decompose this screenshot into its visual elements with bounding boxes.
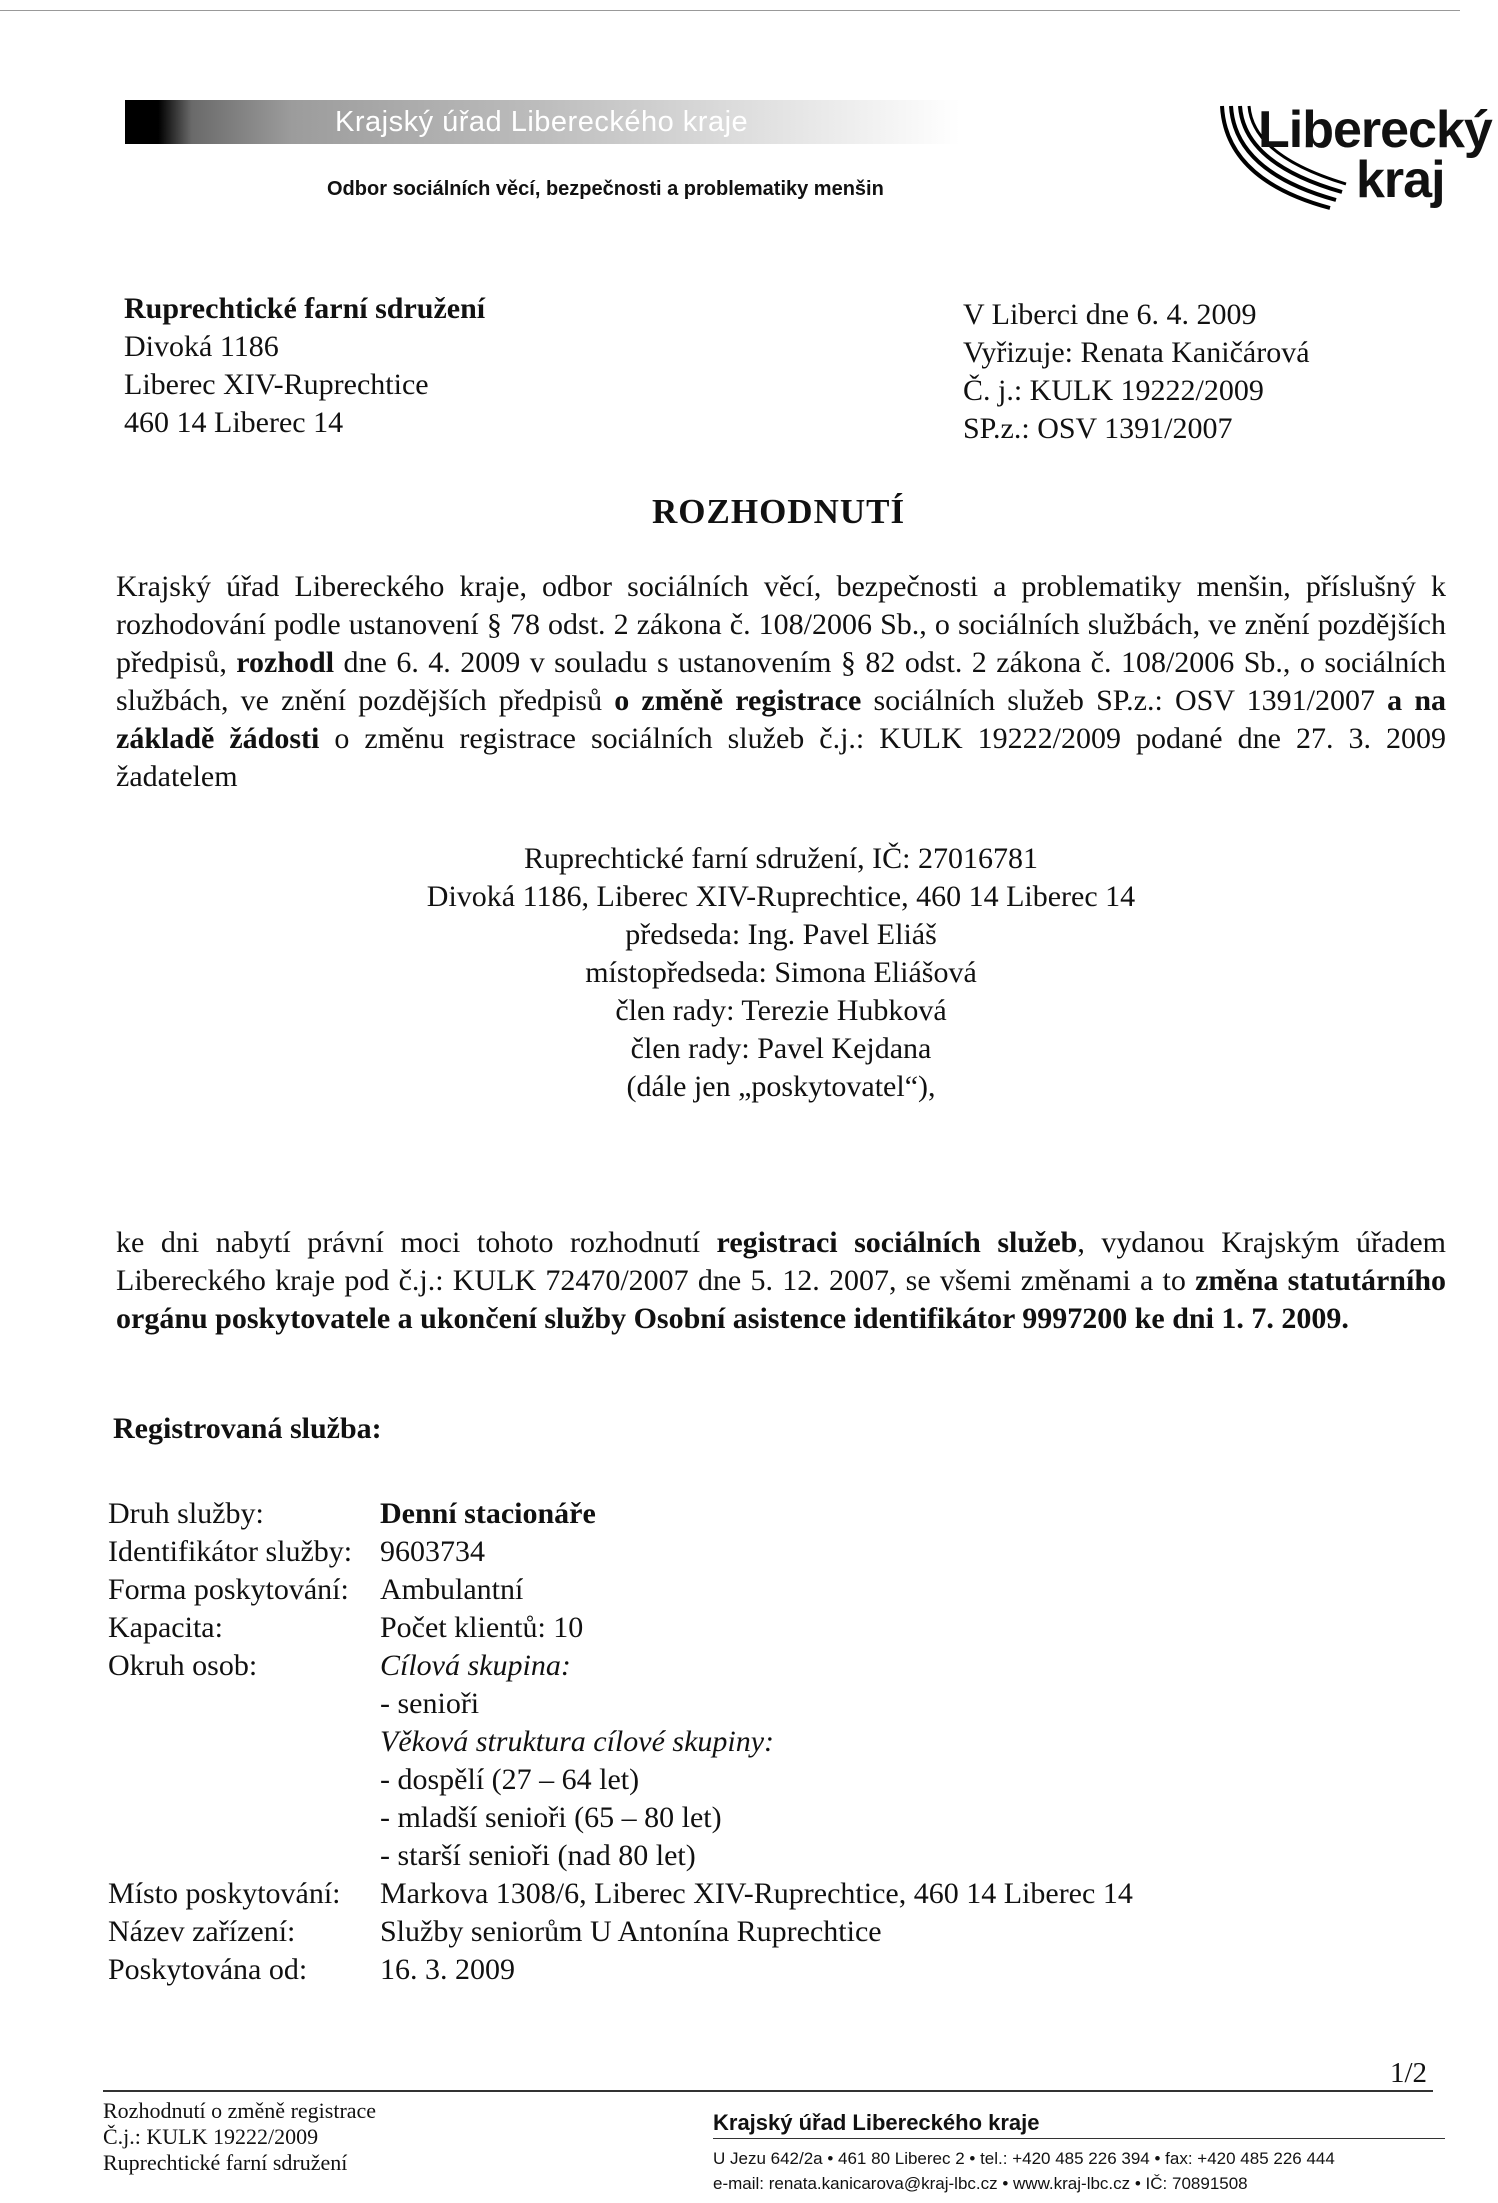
intro-paragraph	[116, 568, 1446, 796]
registered-service-heading: Registrovaná služba:	[113, 1412, 382, 1445]
intro-text-3: sociálních služeb SP.z.: OSV 1391/2007	[861, 684, 1388, 717]
service-type-value: Denní stacionáře	[380, 1497, 596, 1530]
logo-text-line2: kraj	[1356, 151, 1445, 209]
decision-text-2: , vydanou Krajským úřadem Libereckého kraje pod č.j.: KULK 72470/2007 dne 5. 12. 2007, se všemi změnami a to	[116, 1226, 1446, 1297]
applicant-line3: předseda: Ing. Pavel Eliáš	[625, 918, 937, 951]
intro-text-4: o změnu registrace sociálních služeb č.j.: KULK 19222/2009 podané dne 27. 3. 2009 žadatelem	[116, 722, 1446, 793]
footer-left-line3: Ruprechtické farní sdružení	[103, 2150, 348, 2175]
facility-label: Název zařízení:	[108, 1915, 296, 1948]
target-group-item: - senioři	[380, 1687, 480, 1720]
since-label: Poskytována od:	[108, 1953, 308, 1986]
age-item-older-seniors: - starší senioři (nad 80 let)	[380, 1839, 696, 1872]
recipient-address	[124, 290, 485, 442]
footer-left	[103, 2098, 376, 2176]
place-value: Markova 1308/6, Liberec XIV-Ruprechtice, 460 14 Liberec 14	[380, 1877, 1133, 1910]
recipient-district: Liberec XIV-Ruprechtice	[124, 368, 429, 401]
footer-left-line1: Rozhodnutí o změně registrace	[103, 2098, 377, 2123]
logo-text-line1: Liberecký	[1258, 101, 1492, 159]
recipient-city: 460 14 Liberec 14	[124, 406, 344, 439]
top-border-line	[0, 10, 1460, 11]
applicant-line2: Divoká 1186, Liberec XIV-Ruprechtice, 460 14 Liberec 14	[426, 880, 1136, 913]
liberecky-kraj-logo	[1218, 100, 1492, 220]
intro-text-2: dne 6. 4. 2009 v souladu s ustanovením § 82 odst. 2 zákona č. 108/2006 Sb., o sociálních službách, ve znění pozdějších předpisů	[116, 646, 1446, 717]
recipient-name: Ruprechtické farní sdružení	[124, 292, 486, 325]
decision-paragraph	[116, 1224, 1446, 1338]
footer-organization: Krajský úřad Libereckého kraje	[713, 2110, 1040, 2135]
service-id-value: 9603734	[380, 1535, 485, 1568]
footer-divider	[103, 2090, 1433, 2092]
meta-handled-by: Vyřizuje: Renata Kaničárová	[963, 336, 1310, 369]
footer-org-rule	[713, 2138, 1445, 2139]
facility-value: Služby seniorům U Antonína Ruprechtice	[380, 1915, 882, 1948]
age-item-adults: - dospělí (27 – 64 let)	[380, 1763, 640, 1796]
document-title: ROZHODNUTÍ	[652, 492, 906, 531]
header-band-text: Krajský úřad Libereckého kraje	[335, 105, 749, 138]
age-item-younger-seniors: - mladší senioři (65 – 80 let)	[380, 1801, 722, 1834]
applicant-line1: Ruprechtické farní sdružení, IČ: 27016781	[523, 842, 1039, 875]
footer-email-line: e-mail: renata.kanicarova@kraj-lbc.cz • www.kraj-lbc.cz • IČ: 70891508	[713, 2174, 1248, 2193]
service-form-label: Forma poskytování:	[108, 1573, 349, 1606]
since-value: 16. 3. 2009	[380, 1953, 515, 1986]
service-form-value: Ambulantní	[380, 1573, 524, 1606]
target-group-label: Cílová skupina:	[380, 1649, 571, 1682]
meta-date: V Liberci dne 6. 4. 2009	[963, 298, 1257, 331]
recipient-street: Divoká 1186	[124, 330, 279, 363]
intro-bold-1: rozhodl	[236, 646, 335, 679]
decision-text-1: ke dni nabytí právní moci tohoto rozhodnutí	[116, 1226, 717, 1259]
page-number: 1/2	[1390, 2057, 1428, 2089]
footer-contact	[713, 2146, 1335, 2196]
applicant-line7: (dále jen „poskytovatel“),	[626, 1070, 936, 1103]
intro-bold-2: o změně registrace	[614, 684, 862, 717]
capacity-value: Počet klientů: 10	[380, 1611, 584, 1644]
capacity-label: Kapacita:	[108, 1611, 223, 1644]
service-type-label: Druh služby:	[108, 1497, 264, 1530]
place-label: Místo poskytování:	[108, 1877, 341, 1910]
document-meta	[963, 296, 1310, 448]
footer-left-line2: Č.j.: KULK 19222/2009	[103, 2124, 319, 2149]
decision-bold-2: změna statutárního orgánu poskytovatele a ukončení služby Osobní asistence identifikátor 9997200 ke dni 1. 7. 2009.	[116, 1264, 1446, 1335]
intro-text-1: Krajský úřad Libereckého kraje, odbor sociálních věcí, bezpečnosti a problematiky menšin, příslušný k rozhodování podle ustanovení § 78 odst. 2 zákona č. 108/2006 Sb., o sociálních službách, ve znění pozdějších předpisů,	[116, 570, 1446, 679]
footer-address-line: U Jezu 642/2a • 461 80 Liberec 2 • tel.: +420 485 226 394 • fax: +420 485 226 444	[713, 2149, 1335, 2168]
service-id-label: Identifikátor služby:	[108, 1535, 353, 1568]
decision-bold-1: registraci sociálních služeb	[716, 1226, 1078, 1259]
applicant-line4: místopředseda: Simona Eliášová	[585, 956, 977, 989]
age-structure-label: Věková struktura cílové skupiny:	[380, 1725, 775, 1758]
meta-file-no: SP.z.: OSV 1391/2007	[963, 412, 1233, 445]
applicant-block	[116, 840, 1446, 1106]
applicant-line5: člen rady: Terezie Hubková	[615, 994, 947, 1027]
header-band	[125, 100, 960, 144]
department-name: Odbor sociálních věcí, bezpečnosti a problematiky menšin	[327, 178, 884, 200]
intro-bold-3: a na základě žádosti	[116, 684, 1447, 755]
applicant-line6: člen rady: Pavel Kejdana	[630, 1032, 932, 1065]
meta-ref-no: Č. j.: KULK 19222/2009	[963, 374, 1264, 407]
circle-of-persons-label: Okruh osob:	[108, 1649, 258, 1682]
